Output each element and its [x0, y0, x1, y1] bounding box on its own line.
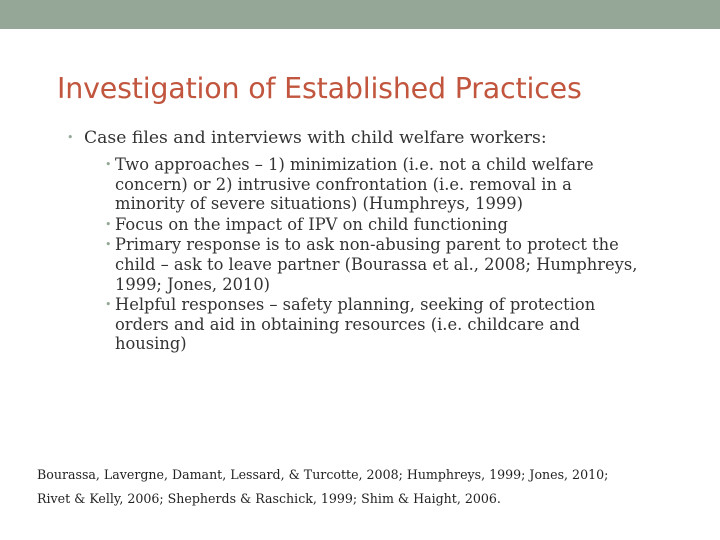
- sub-point-line: Focus on the impact of IPV on child functioning: [115, 214, 508, 234]
- sub-point-line: minority of severe situations) (Humphreys, 1999): [115, 194, 523, 214]
- sub-point: [105, 155, 707, 214]
- slide-content: [67, 126, 707, 355]
- sub-point-line: Helpful responses – safety planning, seeking of protection: [115, 295, 596, 315]
- bullet-icon: •: [105, 298, 112, 312]
- sub-point-line: child – ask to leave partner (Bourassa et al., 2008; Humphreys,: [115, 254, 638, 274]
- sub-point-line: orders and aid in obtaining resources (i.e. childcare and: [115, 314, 580, 334]
- sub-point-line: housing): [115, 334, 187, 354]
- slide-title: Investigation of Established Practices: [57, 72, 582, 105]
- sub-point: [105, 235, 707, 294]
- sub-point-line: 1999; Jones, 2010): [115, 274, 271, 294]
- bullet-icon: •: [105, 238, 112, 252]
- header-accent-bar: [0, 0, 720, 29]
- bullet-icon: •: [105, 158, 112, 171]
- bullet-icon: •: [67, 131, 74, 144]
- references: [37, 463, 707, 511]
- sub-point-line: concern) or 2) intrusive confrontation (i.e. removal in a: [115, 174, 572, 194]
- main-point: [67, 126, 707, 150]
- sub-point: [105, 295, 707, 354]
- main-point-text: Case files and interviews with child welfare workers:: [84, 128, 547, 148]
- sub-point-line: Primary response is to ask non-abusing parent to protect the: [115, 235, 619, 255]
- reference-line: Bourassa, Lavergne, Damant, Lessard, & Turcotte, 2008; Humphreys, 1999; Jones, 2010;: [37, 467, 609, 482]
- reference-line: Rivet & Kelly, 2006; Shepherds & Raschick, 1999; Shim & Haight, 2006.: [37, 491, 501, 506]
- sub-point-list: [67, 155, 707, 354]
- sub-point-line: Two approaches – 1) minimization (i.e. not a child welfare: [115, 155, 594, 174]
- sub-point: [105, 215, 707, 235]
- bullet-icon: •: [105, 217, 112, 231]
